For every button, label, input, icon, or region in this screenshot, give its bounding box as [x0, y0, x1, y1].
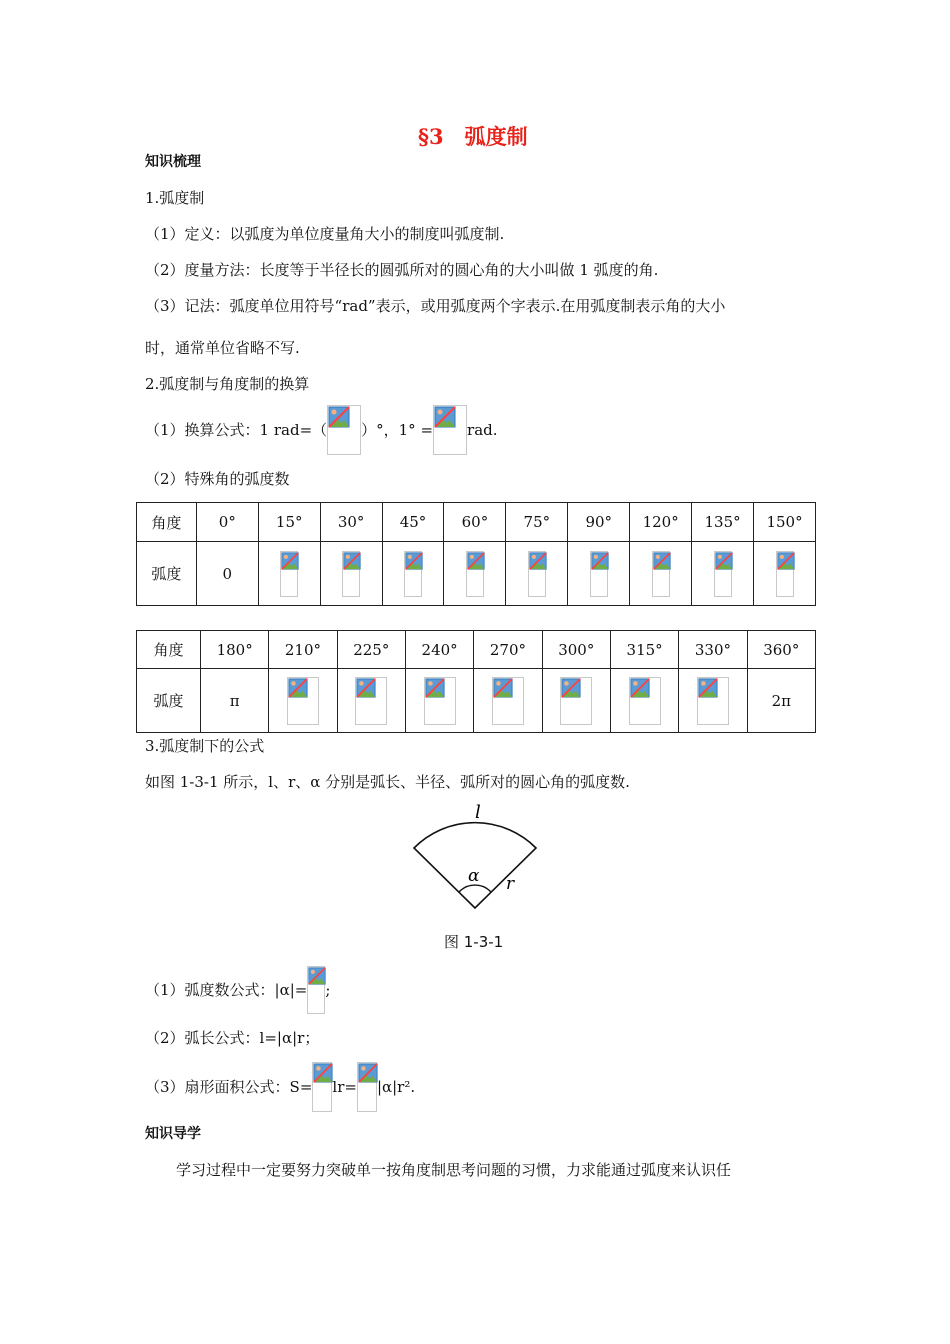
item-heading-conversion: 2.弧度制与角度制的换算	[145, 375, 310, 393]
special-angles-table-2	[136, 630, 816, 733]
formula-image-placeholder	[629, 677, 661, 725]
item-heading-radian-system: 1.弧度制	[145, 189, 205, 207]
formula-image-placeholder	[466, 551, 484, 597]
table-row-angles	[137, 631, 816, 669]
radian-cell-image	[630, 542, 692, 606]
measure-method-text: （2）度量方法：长度等于半径长的圆弧所对的圆心角的大小叫做 1 弧度的角.	[145, 261, 659, 279]
radian-cell: π	[200, 669, 268, 733]
notation-text-line2: 时，通常单位省略不写.	[145, 339, 300, 357]
radian-cell-image	[258, 542, 320, 606]
radian-cell-image	[474, 669, 542, 733]
radian-cell-image	[692, 542, 754, 606]
angle-cell: 270°	[474, 631, 542, 669]
section-heading-guide: 知识导学	[145, 1126, 201, 1142]
arc-length-formula: （2）弧长公式：l=|α|r；	[145, 1029, 320, 1047]
table-row-angles	[137, 503, 816, 542]
formula-image-placeholder	[714, 551, 732, 597]
angle-cell: 315°	[610, 631, 678, 669]
angle-cell: 240°	[405, 631, 473, 669]
angle-cell: 360°	[747, 631, 815, 669]
formula-image-placeholder	[355, 677, 387, 725]
angle-cell: 330°	[679, 631, 747, 669]
formula3-text-c: |α|r².	[376, 1078, 416, 1096]
formula-image-placeholder	[404, 551, 422, 597]
radian-cell-image	[320, 542, 382, 606]
angle-cell: 15°	[258, 503, 320, 542]
formula-image-placeholder	[776, 551, 794, 597]
radian-cell-image	[506, 542, 568, 606]
sector-diagram	[405, 796, 550, 914]
angle-cell: 0°	[196, 503, 258, 542]
formula-image-placeholder	[652, 551, 670, 597]
radian-cell-image	[754, 542, 816, 606]
angle-cell: 30°	[320, 503, 382, 542]
radian-cell-image	[679, 669, 747, 733]
arc-length-label: l	[475, 802, 481, 823]
formula-image-placeholder	[560, 677, 592, 725]
formula-image-placeholder	[492, 677, 524, 725]
formula3-text-b: lr=	[332, 1078, 357, 1096]
formula1-text-b: ;	[325, 981, 331, 999]
formula-image-placeholder	[312, 1062, 332, 1112]
formula3-text-a: （3）扇形面积公式：S=	[145, 1078, 313, 1096]
radius-label: r	[506, 874, 515, 894]
section-heading-knowledge: 知识梳理	[145, 154, 201, 170]
radian-cell: 0	[196, 542, 258, 606]
angle-cell: 135°	[692, 503, 754, 542]
angle-cell: 300°	[542, 631, 610, 669]
row-header-radian: 弧度	[137, 542, 197, 606]
figure-caption: 图 1-3-1	[444, 933, 504, 951]
angle-cell: 60°	[444, 503, 506, 542]
angle-cell: 45°	[382, 503, 444, 542]
formula-image-placeholder	[424, 677, 456, 725]
radian-cell-image	[405, 669, 473, 733]
guide-text: 学习过程中一定要努力突破单一按角度制思考问题的习惯，力求能通过弧度来认识任	[176, 1161, 732, 1179]
formula-image-placeholder	[280, 551, 298, 597]
angle-label: α	[468, 866, 480, 886]
angle-cell: 90°	[568, 503, 630, 542]
formula-image-placeholder	[287, 677, 319, 725]
angle-cell: 150°	[754, 503, 816, 542]
table-row-radians	[137, 542, 816, 606]
formula-image-placeholder	[433, 405, 467, 455]
radian-cell-image	[269, 669, 337, 733]
conversion-text-a: （1）换算公式：1 rad=（	[145, 421, 328, 439]
angle-cell: 120°	[630, 503, 692, 542]
angle-cell: 180°	[200, 631, 268, 669]
angle-cell: 75°	[506, 503, 568, 542]
definition-text: （1）定义：以弧度为单位度量角大小的制度叫弧度制.	[145, 225, 505, 243]
radian-cell-image	[337, 669, 405, 733]
conversion-formula	[145, 403, 498, 455]
formula1-text-a: （1）弧度数公式：|α|=	[145, 981, 308, 999]
formula-image-placeholder	[357, 1062, 377, 1112]
formula-image-placeholder	[528, 551, 546, 597]
angle-cell: 210°	[269, 631, 337, 669]
radian-cell-image	[382, 542, 444, 606]
special-angles-table-1	[136, 502, 816, 606]
radian-cell-image	[568, 542, 630, 606]
formula-image-placeholder	[590, 551, 608, 597]
row-header-angle: 角度	[137, 631, 201, 669]
formula-image-placeholder	[307, 966, 325, 1014]
page-title: §3 弧度制	[418, 124, 528, 149]
radian-cell: 2π	[747, 669, 815, 733]
special-angles-heading: （2）特殊角的弧度数	[145, 470, 290, 488]
row-header-angle: 角度	[137, 503, 197, 542]
formula-image-placeholder	[697, 677, 729, 725]
radian-formula	[145, 964, 330, 1014]
central-angle-arc	[459, 885, 491, 892]
sector-area-formula	[145, 1060, 415, 1112]
figure-intro-text: 如图 1-3-1 所示，l、r、α 分别是弧长、半径、弧所对的圆心角的弧度数.	[145, 773, 630, 791]
conversion-text-c: rad.	[467, 421, 498, 439]
formula-image-placeholder	[342, 551, 360, 597]
angle-cell: 225°	[337, 631, 405, 669]
formula-image-placeholder	[327, 405, 361, 455]
row-header-radian: 弧度	[137, 669, 201, 733]
table-row-radians	[137, 669, 816, 733]
radian-cell-image	[610, 669, 678, 733]
conversion-text-b: ）°，1° =	[361, 421, 434, 439]
radian-cell-image	[542, 669, 610, 733]
notation-text-line1: （3）记法：弧度单位用符号“rad”表示，或用弧度两个字表示.在用弧度制表示角的大小	[145, 297, 726, 315]
radian-cell-image	[444, 542, 506, 606]
item-heading-formulas: 3.弧度制下的公式	[145, 737, 265, 755]
